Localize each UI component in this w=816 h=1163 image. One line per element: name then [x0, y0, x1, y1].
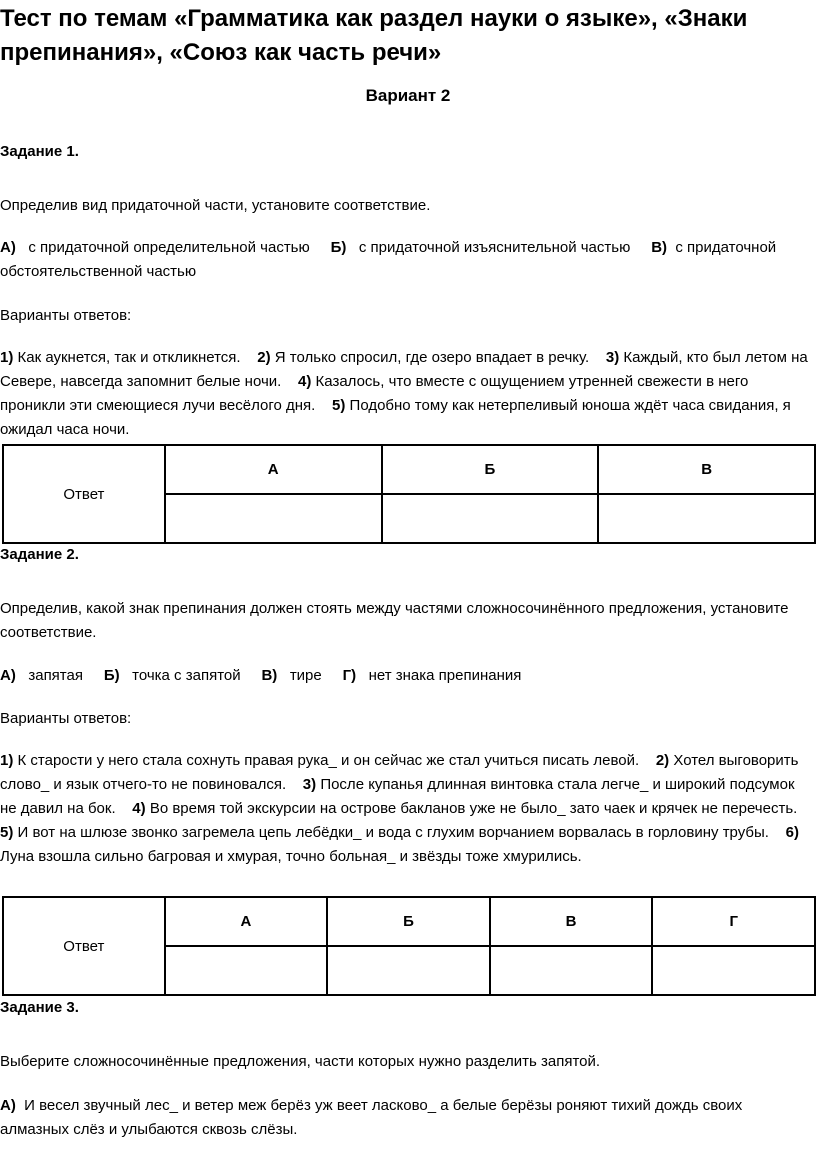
task3-item: [0, 1094, 812, 1142]
answer-cell[interactable]: [382, 494, 599, 543]
answer-text: Как аукнется, так и откликнется.: [17, 349, 241, 366]
answer-text: Я только спросил, где озеро впадает в речку.: [274, 349, 590, 366]
answer-cell[interactable]: [652, 946, 815, 995]
option-key: Б): [330, 239, 347, 256]
task1-heading: Задание 1.: [0, 143, 79, 160]
answer-num: 1): [0, 349, 14, 366]
answer-num: 6): [785, 824, 799, 841]
answer-table-label: Ответ: [3, 897, 165, 995]
answer-text: К старости у него стала сохнуть правая рука_ и он сейчас же стал учиться писать левой.: [17, 752, 640, 769]
answer-num: 4): [298, 373, 312, 390]
option-key: А): [0, 667, 16, 684]
page-title: Тест по темам «Грамматика как раздел науки о языке», «Знаки препинания», «Союз как часть речи»: [0, 5, 748, 66]
task3-instruction: Выберите сложносочинённые предложения, части которых нужно разделить запятой.: [0, 1053, 601, 1070]
answer-num: 2): [655, 752, 670, 769]
option-text: с придаточной определительной частью: [28, 239, 310, 256]
answer-cell[interactable]: [490, 946, 653, 995]
option-text: нет знака препинания: [368, 667, 522, 684]
answer-table-label: Ответ: [3, 445, 165, 543]
answer-column-header: Б: [327, 897, 490, 946]
answer-num: 3): [605, 349, 620, 366]
answer-text: Подобно тому как нетерпеливый юноша ждёт часа свидания, я ожидал часа ночи.: [0, 397, 791, 438]
task2-answers: [0, 749, 812, 869]
item-text: И весел звучный лес_ и ветер меж берёз уж веет ласково_ а белые берёзы роняют тихий дождь своих алмазных слёз и улыбаются сквозь слёзы.: [0, 1097, 743, 1138]
task2-instruction: Определив, какой знак препинания должен стоять между частями сложносочинённого предложения, установите соответствие.: [0, 600, 789, 641]
answer-num: 2): [257, 349, 271, 366]
answer-column-header: В: [598, 445, 815, 494]
answer-text: Казалось, что вместе с ощущением утренней свежести в него проникли эти смеющиеся лучи весёлого дня.: [0, 373, 749, 414]
variant-heading: Вариант 2: [365, 86, 451, 105]
task1-options: [0, 236, 812, 284]
answer-text: Хотел выговорить слово_ и язык отчего-то не повиновался.: [0, 752, 799, 793]
task1-answer-table: [2, 444, 816, 544]
answer-column-header: А: [165, 445, 382, 494]
task2-answer-table: [2, 896, 816, 996]
task3-heading: Задание 3.: [0, 999, 79, 1016]
answer-column-header: В: [490, 897, 653, 946]
option-key: Г): [342, 667, 357, 684]
answer-text: Каждый, кто был летом на Севере, навсегда запомнит белые ночи.: [0, 349, 808, 390]
task1-answers: [0, 346, 812, 442]
option-key: Б): [103, 667, 120, 684]
answer-num: 1): [0, 752, 14, 769]
answer-cell[interactable]: [165, 946, 328, 995]
option-text: запятая: [28, 667, 83, 684]
answer-cell[interactable]: [327, 946, 490, 995]
option-text: точка с запятой: [132, 667, 241, 684]
option-text: с придаточной изъяснительной частью: [358, 239, 631, 256]
answer-text: Луна взошла сильно багровая и хмурая, точно больная_ и звёзды тоже хмурились.: [0, 848, 582, 865]
answer-num: 5): [332, 397, 346, 414]
task1-instruction: Определив вид придаточной части, установите соответствие.: [0, 197, 431, 214]
answer-column-header: Б: [382, 445, 599, 494]
answer-cell[interactable]: [598, 494, 815, 543]
answer-text: После купанья длинная винтовка стала легче_ и широкий подсумок не давил на бок.: [0, 776, 795, 817]
answer-num: 5): [0, 824, 14, 841]
option-text: с придаточной обстоятельственной частью: [0, 239, 777, 280]
option-text: тире: [289, 667, 322, 684]
answer-text: Во время той экскурсии на острове бакланов уже не было_ зато чаек и крячек не перечесть.: [149, 800, 798, 817]
task2-answers-label: Варианты ответов:: [0, 710, 132, 727]
item-key: А): [0, 1097, 16, 1114]
answer-column-header: Г: [652, 897, 815, 946]
answer-num: 3): [302, 776, 317, 793]
option-key: В): [261, 667, 278, 684]
answer-text: И вот на шлюзе звонко загремела цепь лебёдки_ и вода с глухим ворчанием ворвалась в горловину трубы.: [17, 824, 769, 841]
task2-options: [0, 664, 812, 688]
answer-num: 4): [132, 800, 146, 817]
option-key: В): [651, 239, 668, 256]
answer-cell[interactable]: [165, 494, 382, 543]
option-key: А): [0, 239, 16, 256]
answer-column-header: А: [165, 897, 328, 946]
task2-heading: Задание 2.: [0, 546, 79, 563]
task1-answers-label: Варианты ответов:: [0, 307, 132, 324]
